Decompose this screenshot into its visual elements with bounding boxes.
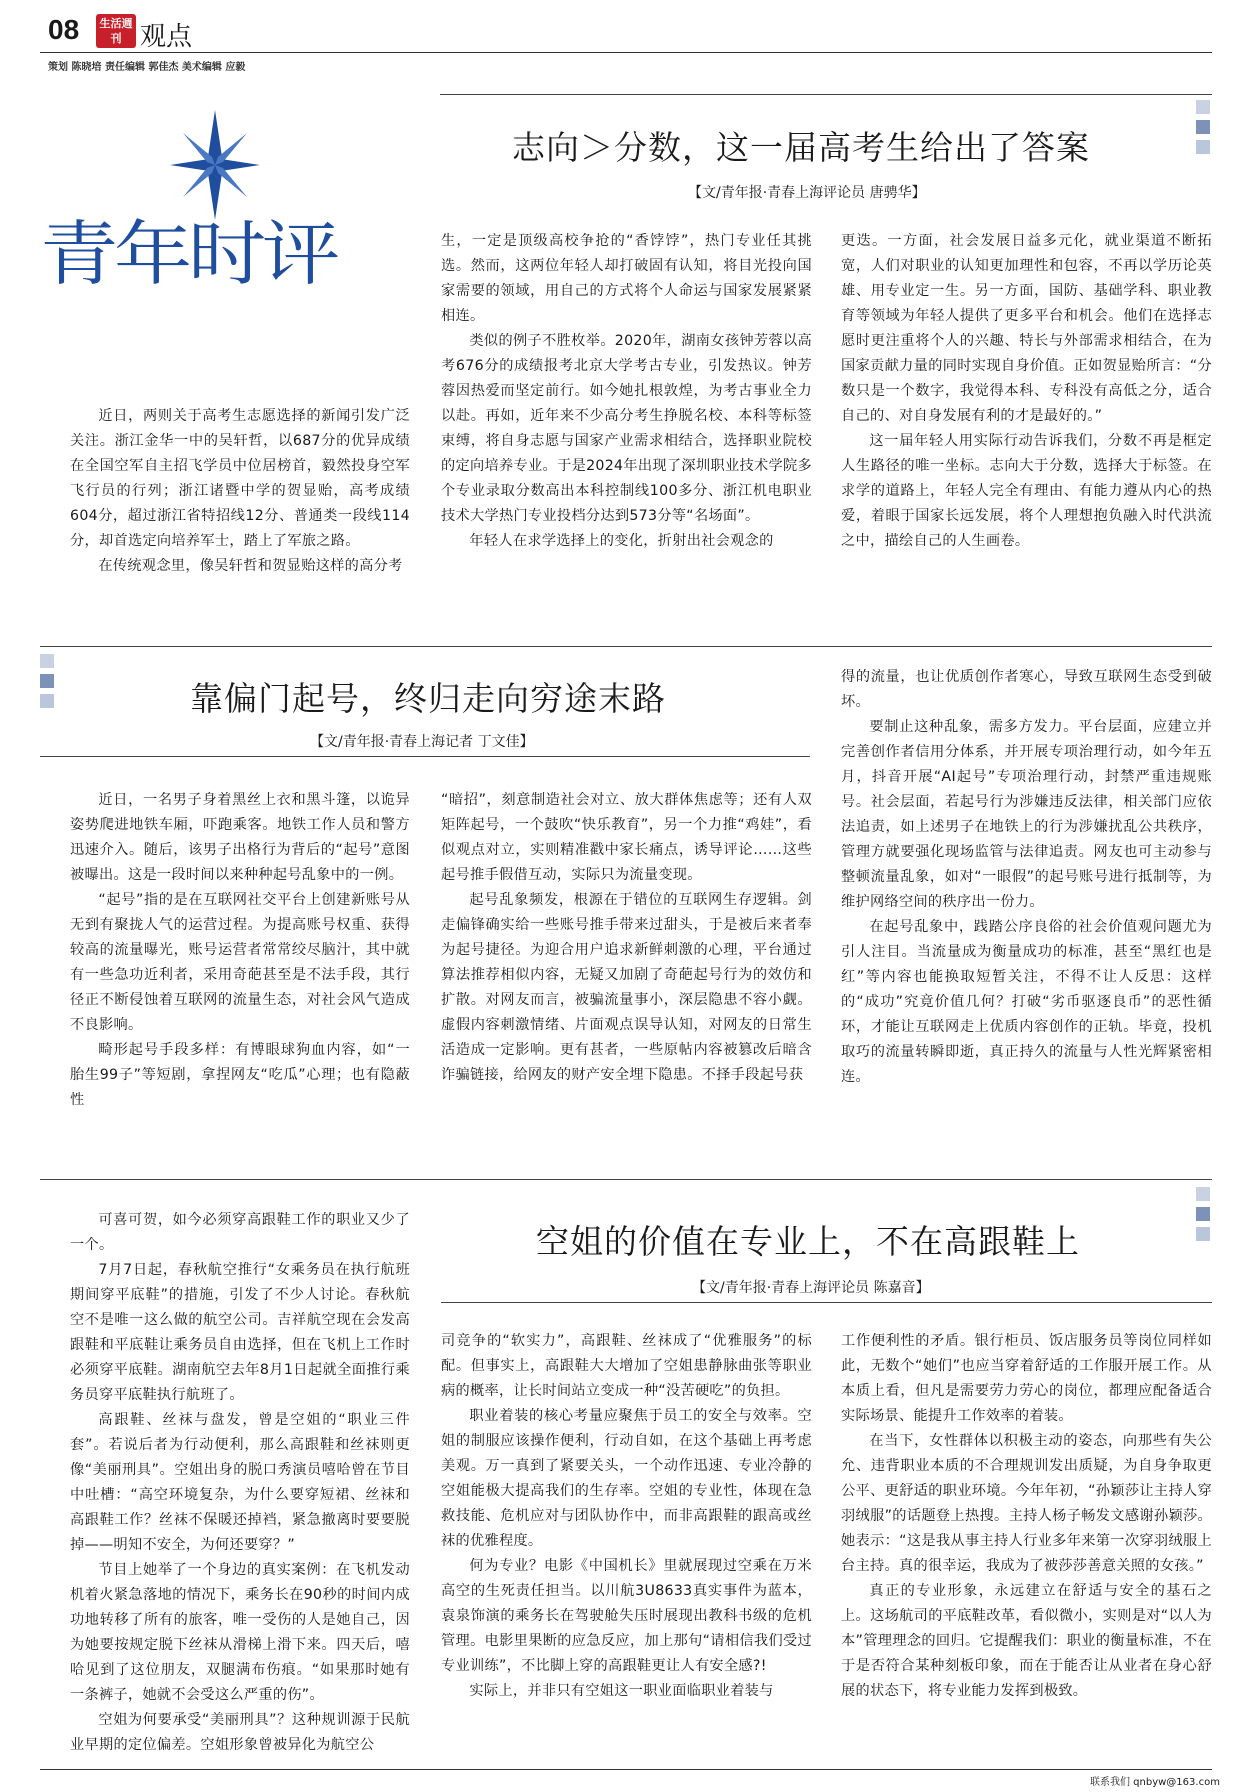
title-divider xyxy=(441,1302,1212,1303)
article2-column-3 xyxy=(841,665,1212,1090)
article3-column-1 xyxy=(70,1208,410,1758)
section-divider xyxy=(40,1179,1212,1180)
title-divider xyxy=(40,756,810,757)
paragraph: 何为专业？电影《中国机长》里就展现过空乘在万米高空的生死责任担当。以川航3U8633真实事件为蓝本，袁泉饰演的乘务长在驾驶舱失压时展现出教科书级的危机管理。电影里果断的应急反应，加上那句“请相信我们受过专业训练”，不比脚上穿的高跟鞋更让人有安全感?! xyxy=(441,1558,812,1674)
paragraph: 更迭。一方面，社会发展日益多元化，就业渠道不断拓宽，人们对职业的认知更加理性和包容，不再以学历论英雄、用专业定一生。另一方面，国防、基础学科、职业教育等领域为年轻人提供了更多平台和机会。他们在选择志愿时更注重将个人的兴趣、特长与外部需求相结合，在为国家贡献力量的同时实现自身价值。正如贺显贻所言：“分数只是一个数字，我觉得本科、专科没有高低之分，适合自己的、对自身发展有利的才是最好的。” xyxy=(841,233,1212,424)
paragraph: “起号”指的是在互联网社交平台上创建新账号从无到有聚拢人气的运营过程。为提高账号权重、获得较高的流量曝光，账号运营者常常绞尽脑汁，其中就有一些急功近利者，采用奇葩甚至是不法手段，其行径正不断侵蚀着互联网的流量生态，对社会风气造成不良影响。 xyxy=(70,892,410,1033)
paragraph: 可喜可贺，如今必须穿高跟鞋工作的职业又少了一个。 xyxy=(70,1212,410,1253)
article1-column-1 xyxy=(70,404,410,579)
paragraph: 在当下，女性群体以积极主动的姿态，向那些有失公允、违背职业本质的不合理规训发出质疑，为自身争取更公平、更舒适的职业环境。今年年初，“孙颖莎让主持人穿羽绒服”的话题登上热搜。主持人杨子畅发文感谢孙颖莎。她表示：“这是我从事主持人行业多年来第一次穿羽绒服上台主持。真的很幸运，我成为了被莎莎善意关照的女孩。” xyxy=(841,1433,1212,1574)
paragraph: 起号乱象频发，根源在于错位的互联网生存逻辑。剑走偏锋确实给一些账号推手带来过甜头，于是被后来者奉为起号捷径。为迎合用户追求新鲜刺激的心理，平台通过算法推荐相似内容，无疑又加剧了奇葩起号行为的效仿和扩散。对网友而言，被骗流量事小，深层隐患不容小觑。虚假内容刺激情绪、片面观点误导认知，对网友的日常生活造成一定影响。更有甚者，一些原帖内容被篡改后暗含诈骗链接，给网友的财产安全埋下隐患。不择手段起号获 xyxy=(441,892,812,1083)
logo-text: 青年时评 xyxy=(40,213,336,295)
paragraph: 空姐为何要承受“美丽刑具”？这种规训源于民航业早期的定位偏差。空姐形象曾被异化为航空公 xyxy=(70,1712,410,1753)
paragraph: 这一届年轻人用实际行动告诉我们，分数不再是框定人生路径的唯一坐标。志向大于分数，选择大于标签。在求学的道路上，年轻人完全有理由、有能力遵从内心的热爱，着眼于国家长远发展，将个人理想抱负融入时代洪流之中，描绘自己的人生画卷。 xyxy=(841,433,1212,549)
paragraph: 生，一定是顶级高校争抢的“香饽饽”，热门专业任其挑选。然而，这两位年轻人却打破固有认知，将目光投向国家需要的领域，用自己的方式将个人命运与国家发展紧紧相连。 xyxy=(441,233,812,324)
publication-logo: 生活週刊 xyxy=(96,14,136,48)
header-divider xyxy=(40,52,1212,53)
paragraph: 年轻人在求学选择上的变化，折射出社会观念的 xyxy=(469,533,774,549)
article2-column-1 xyxy=(70,788,410,1113)
paragraph: 司竞争的“软实力”，高跟鞋、丝袜成了“优雅服务”的标配。但事实上，高跟鞋大大增加了空姐患静脉曲张等职业病的概率，让长时间站立变成一种“没苦硬吃”的负担。 xyxy=(441,1333,812,1399)
title-divider xyxy=(440,94,1212,95)
footer-divider xyxy=(40,1769,1212,1770)
paragraph: 工作便利性的矛盾。银行柜员、饭店服务员等岗位同样如此，无数个“她们”也应当穿着舒适的工作服开展工作。从本质上看，但凡是需要劳力劳心的岗位，都理应配备适合实际场景、能提升工作效率的着装。 xyxy=(841,1333,1212,1424)
paragraph: 类似的例子不胜枚举。2020年，湖南女孩钟芳蓉以高考676分的成绩报考北京大学考古专业，引发热议。钟芳蓉因热爱而坚定前行。如今她扎根敦煌，为考古事业全力以赴。再如，近年来不少高分考生挣脱名校、本科等标签束缚，将自身志愿与国家产业需求相结合，选择职业院校的定向培养专业。于是2024年出现了深圳职业技术学院多个专业录取分数高出本科控制线100多分、浙江机电职业技术大学热门专业投档分达到573分等“名场面”。 xyxy=(441,333,812,524)
article1-column-3 xyxy=(841,229,1212,554)
paragraph: 节目上她举了一个身边的真实案例：在飞机发动机着火紧急落地的情况下，乘务长在90秒的时间内成功地转移了所有的旅客，唯一受伤的人是她自己，因为她要按规定脱下丝袜从滑梯上滑下来。四天后，嘻哈见到了这位朋友，双腿满布伤痕。“如果那时她有一条裤子，她就不会受这么严重的伤”。 xyxy=(70,1562,410,1703)
article3-column-3 xyxy=(841,1329,1212,1704)
article3-byline: 【文/青年报·青春上海评论员 陈嘉音】 xyxy=(692,1280,930,1296)
article2-byline: 【文/青年报·青春上海记者 丁文佳】 xyxy=(310,734,534,750)
paragraph: 真正的专业形象，永远建立在舒适与安全的基石之上。这场航司的平底鞋改革，看似微小，实则是对“以人为本”管理理念的回归。它提醒我们：职业的衡量标准，不在于是否符合某种刻板印象，而在于能否让从业者在身心舒展的状态下，将专业能力发挥到极致。 xyxy=(841,1583,1212,1699)
article1-column-2 xyxy=(441,229,812,554)
paragraph: 高跟鞋、丝袜与盘发，曾是空姐的“职业三件套”。若说后者为行动便利，那么高跟鞋和丝袜则更像“美丽刑具”。空姐出身的脱口秀演员嘻哈曾在节目中吐槽：“高空环境复杂，为什么要穿短裙、丝袜和高跟鞋工作？丝袜不保暖还掉裆，紧急撤离时要要脱掉——明知不安全，为何还要穿？” xyxy=(70,1412,410,1553)
paragraph: 要制止这种乱象，需多方发力。平台层面，应建立并完善创作者信用分体系，并开展专项治理行动，如今年五月，抖音开展“AI起号”专项治理行动，封禁严重违规账号。社会层面，若起号行为涉嫌违反法律，相关部门应依法追责，如上述男子在地铁上的行为涉嫌扰乱公共秩序，管理方就要强化现场监管与法律追责。网友也可主动参与整顿流量乱象，如对“一眼假”的起号账号进行抵制等，为维护网络空间的秩序出一份力。 xyxy=(841,719,1212,910)
article2-title: 靠偏门起号，终归走向穷途末路 xyxy=(190,679,666,718)
section-title: 观点 xyxy=(140,22,193,52)
paragraph: 近日，两则关于高考生志愿选择的新闻引发广泛关注。浙江金华一中的吴轩哲，以687分的优异成绩在全国空军自主招飞学员中位居榜首，毅然投身空军飞行员的行列；浙江诸暨中学的贺显贻，高考成绩604分，超过浙江省特招线12分、普通类一段线114分，却首选定向培养军士，踏上了军旅之路。 xyxy=(70,408,410,549)
decorative-squares xyxy=(1196,100,1210,160)
article3-column-2 xyxy=(441,1329,812,1704)
paragraph: 近日，一名男子身着黑丝上衣和黑斗篷，以诡异姿势爬进地铁车厢，吓跑乘客。地铁工作人员和警方迅速介入。随后，该男子出格行为背后的“起号”意图被曝出。这是一段时间以来种种起号乱象中的一例。 xyxy=(70,792,410,883)
paragraph: 得的流量，也让优质创作者寒心，导致互联网生态受到破坏。 xyxy=(841,669,1212,710)
article1-title: 志向＞分数，这一届高考生给出了答案 xyxy=(512,128,1090,167)
section-divider xyxy=(40,646,1212,647)
paragraph: 实际上，并非只有空姐这一职业面临职业着装与 xyxy=(469,1683,774,1699)
article2-column-2 xyxy=(441,788,812,1088)
article1-byline: 【文/青年报·青春上海评论员 唐骋华】 xyxy=(688,185,926,201)
paragraph: 在传统观念里，像吴轩哲和贺显贻这样的高分考 xyxy=(98,558,403,574)
paragraph: 职业着装的核心考量应聚焦于员工的安全与效率。空姐的制服应该操作便利，行动自如，在这个基础上再考虑美观。万一真到了紧要关头，一个动作迅速、专业冷静的空姐能极大提高我们的生存率。空姐的专业性，体现在急救技能、危机应对与团队协作中，而非高跟鞋的跟高或丝袜的优雅程度。 xyxy=(441,1408,812,1549)
page-number: 08 xyxy=(48,14,80,45)
paragraph: “暗招”，刻意制造社会对立、放大群体焦虑等；还有人双矩阵起号，一个鼓吹“快乐教育”，另一个力推“鸡娃”，看似观点对立，实则精准戳中家长痛点，诱导评论……这些起号推手假借互动，实际只为流量变现。 xyxy=(441,792,812,883)
decorative-squares xyxy=(40,654,54,714)
paragraph: 7月7日起，春秋航空推行“女乘务员在执行航班期间穿平底鞋”的措施，引发了不少人讨论。春秋航空不是唯一这么做的航空公司。吉祥航空现在会发高跟鞋和平底鞋让乘务员自由选择，但在飞机上工作时必须穿平底鞋。湖南航空去年8月1日起就全面推行乘务员穿平底鞋执行航班了。 xyxy=(70,1262,410,1403)
youth-commentary-logo xyxy=(40,110,370,295)
decorative-squares xyxy=(1196,1187,1210,1247)
paragraph: 畸形起号手段多样：有博眼球狗血内容，如“一胎生99子”等短剧，拿捏网友“吃瓜”心理；也有隐蔽性 xyxy=(70,1042,410,1108)
footer-contact: 联系我们 qnbyw@163.com xyxy=(1090,1777,1220,1788)
paragraph: 在起号乱象中，践踏公序良俗的社会价值观问题尤为引人注目。当流量成为衡量成功的标准，甚至“黑红也是红”等内容也能换取短暂关注，不得不让人反思：这样的“成功”究竟价值几何？打破“劣币驱逐良币”的恶性循环，才能让互联网走上优质内容创作的正轨。毕竟，投机取巧的流量转瞬即逝，真正持久的流量与人性光辉紧密相连。 xyxy=(841,919,1212,1085)
credits-line: 策划 陈晓培 责任编辑 郭佳杰 美术编辑 应毅 xyxy=(48,62,246,73)
article3-title: 空姐的价值在专业上，不在高跟鞋上 xyxy=(536,1222,1080,1261)
